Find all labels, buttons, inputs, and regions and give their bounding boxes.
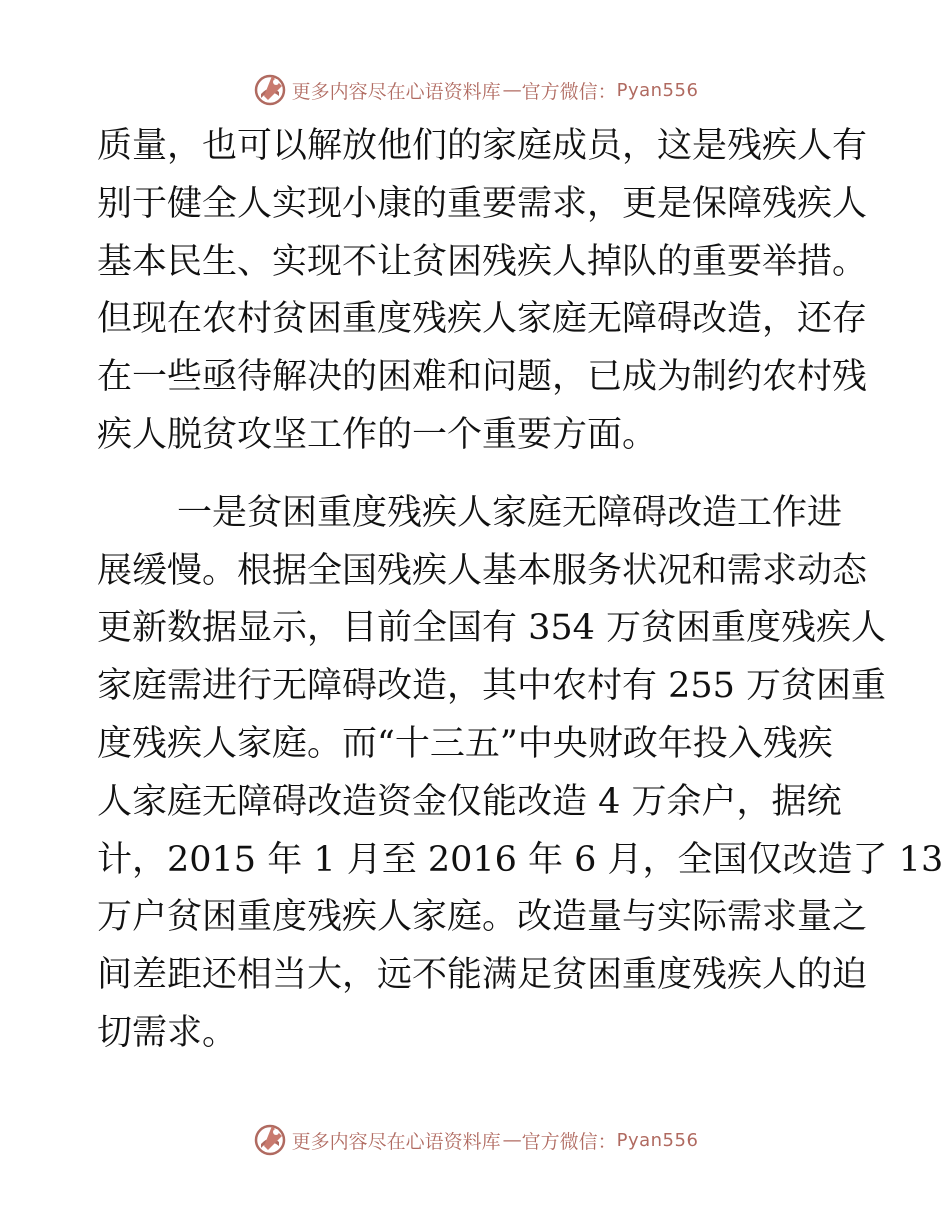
banner-dash: — [502, 79, 520, 101]
paragraph-2 [97, 485, 944, 1063]
banner-wechat-label: 官方微信： [521, 1130, 617, 1153]
book-pen-logo-icon [252, 1122, 288, 1158]
text-line: 人家庭无障碍改造资金仅能改造 4 万余户，据统 [97, 781, 842, 822]
text-line: 万户贫困重度残疾人家庭。改造量与实际需求量之 [97, 897, 868, 938]
text-line: 一是贫困重度残疾人家庭无障碍改造工作进 [177, 492, 843, 533]
text-line: 展缓慢。根据全国残疾人基本服务状况和需求动态 [97, 550, 868, 591]
banner-wechat-label: 官方微信： [521, 80, 617, 103]
book-pen-logo-icon [252, 72, 288, 108]
text-line: 度残疾人家庭。而“十三五”中央财政年投入残疾 [97, 723, 833, 764]
text-line: 基本民生、实现不让贫困残疾人掉队的重要举措。 [97, 241, 868, 282]
text-line: 别于健全人实现小康的重要需求，更是保障残疾人 [97, 183, 868, 224]
text-line: 但现在农村贫困重度残疾人家庭无障碍改造，还存 [97, 299, 868, 340]
banner-text: 更多内容尽在心语资料库 [291, 1130, 501, 1153]
text-line: 质量，也可以解放他们的家庭成员，这是残疾人有 [97, 126, 868, 166]
document-body [97, 118, 944, 1063]
banner-text: 更多内容尽在心语资料库 [291, 80, 501, 103]
paragraph-1 [97, 118, 868, 465]
banner-dash: — [502, 1129, 520, 1151]
text-line: 家庭需进行无障碍改造，其中农村有 255 万贫困重 [97, 666, 887, 707]
banner-wechat-id: Pyan556 [616, 1129, 699, 1151]
banner-wechat-id: Pyan556 [616, 79, 699, 101]
header-banner [0, 70, 950, 110]
text-line: 在一些亟待解决的困难和问题，已成为制约农村残 [97, 357, 868, 398]
text-line: 间差距还相当大，远不能满足贫困重度残疾人的迫 [97, 955, 868, 996]
footer-banner [0, 1120, 950, 1160]
text-line: 更新数据显示，目前全国有 354 万贫困重度残疾人 [97, 608, 887, 649]
text-line: 切需求。 [97, 1012, 238, 1053]
text-line: 计，2015 年 1 月至 2016 年 6 月，全国仅改造了 13 [97, 839, 944, 880]
text-line: 疾人脱贫攻坚工作的一个重要方面。 [97, 414, 658, 455]
